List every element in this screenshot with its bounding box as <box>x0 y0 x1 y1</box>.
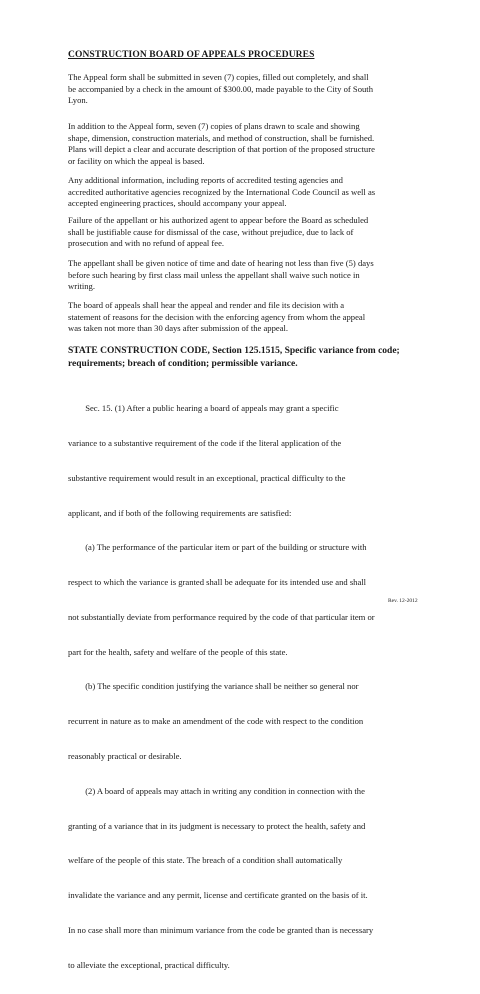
text-line: before such hearing by first class mail unless the appellant shall waive such notice in <box>68 269 360 280</box>
text-line: Any additional information, including reports of accredited testing agencies and <box>68 175 343 185</box>
text-line: In addition to the Appeal form, seven (7) copies of plans drawn to scale and showing <box>68 121 360 131</box>
text-line: not substantially deviate from performance required by the code of that particular item or <box>68 611 375 622</box>
paragraph-plans <box>68 121 420 167</box>
text-line: writing. <box>68 281 95 292</box>
text-line: prosecution and with no refund of appeal fee. <box>68 238 225 249</box>
text-line: Sec. 15. (1) After a public hearing a board of appeals may grant a specific <box>68 403 339 414</box>
text-line: Plans will depict a clear and accurate description of that portion of the proposed structure <box>68 144 375 155</box>
text-line: recurrent in nature as to make an amendment of the code with respect to the condition <box>68 716 364 727</box>
paragraph-decision <box>68 300 420 335</box>
text-line: respect to which the variance is granted shall be adequate for its intended use and shall <box>68 577 367 588</box>
text-line: applicant, and if both of the following requirements are satisfied: <box>68 507 292 518</box>
text-line: substantive requirement would result in an exceptional, practical difficulty to the <box>68 472 346 483</box>
text-line: invalidate the variance and any permit, license and certificate granted on the basis of it. <box>68 890 368 901</box>
text-line: In no case shall more than minimum variance from the code be granted than is necessary <box>68 924 374 935</box>
section-title <box>68 345 420 371</box>
text-line: or facility on which the appeal is based. <box>68 155 205 166</box>
section-title-line: requirements; breach of condition; permissible variance. <box>68 359 298 369</box>
text-line: Lyon. <box>68 95 88 106</box>
text-line: The Appeal form shall be submitted in seven (7) copies, filled out completely, and shall <box>68 72 369 82</box>
text-line: variance to a substantive requirement of the code if the literal application of the <box>68 437 342 448</box>
paragraph-failure-to-appear <box>68 215 420 250</box>
text-line: statement of reasons for the decision with the enforcing agency from whom the appeal <box>68 311 366 322</box>
text-line: (2) A board of appeals may attach in writing any condition in connection with the <box>68 785 365 796</box>
section-body <box>68 380 420 994</box>
text-line: The board of appeals shall hear the appeal and render and file its decision with a <box>68 300 345 310</box>
text-line: welfare of the people of this state. The breach of a condition shall automatically <box>68 855 343 866</box>
text-line: to alleviate the exceptional, practical difficulty. <box>68 959 230 970</box>
text-line: be accompanied by a check in the amount of $300.00, made payable to the City of South <box>68 83 373 94</box>
text-line: The appellant shall be given notice of time and date of hearing not less than five (5) days <box>68 258 374 268</box>
text-line: accepted engineering practices, should accompany your appeal. <box>68 198 287 209</box>
page-heading: CONSTRUCTION BOARD OF APPEALS PROCEDURES <box>68 50 315 60</box>
text-line: was taken not more than 30 days after submission of the appeal. <box>68 323 289 334</box>
paragraph-notice <box>68 258 420 293</box>
text-line: accredited authoritative agencies recognized by the International Code Council as well as <box>68 186 376 197</box>
paragraph-appeal-form <box>68 72 420 107</box>
text-line: shape, dimension, construction materials, and method of construction, shall be furnished. <box>68 132 375 143</box>
text-line: Failure of the appellant or his authorized agent to appear before the Board as scheduled <box>68 215 369 225</box>
paragraph-additional-info <box>68 175 420 210</box>
text-line: (b) The specific condition justifying the variance shall be neither so general nor <box>68 681 359 692</box>
text-line: granting of a variance that in its judgment is necessary to protect the health, safety and <box>68 820 366 831</box>
text-line: shall be justifiable cause for dismissal of the case, without prejudice, due to lack of <box>68 226 354 237</box>
text-line: (a) The performance of the particular item or part of the building or structure with <box>68 542 367 553</box>
text-line: part for the health, safety and welfare of the people of this state. <box>68 646 288 657</box>
revision-note: Rev. 12-2012 <box>388 598 418 604</box>
text-line: reasonably practical or desirable. <box>68 751 182 761</box>
section-title-line: STATE CONSTRUCTION CODE, Section 125.1515, Specific variance from code; <box>68 346 400 356</box>
